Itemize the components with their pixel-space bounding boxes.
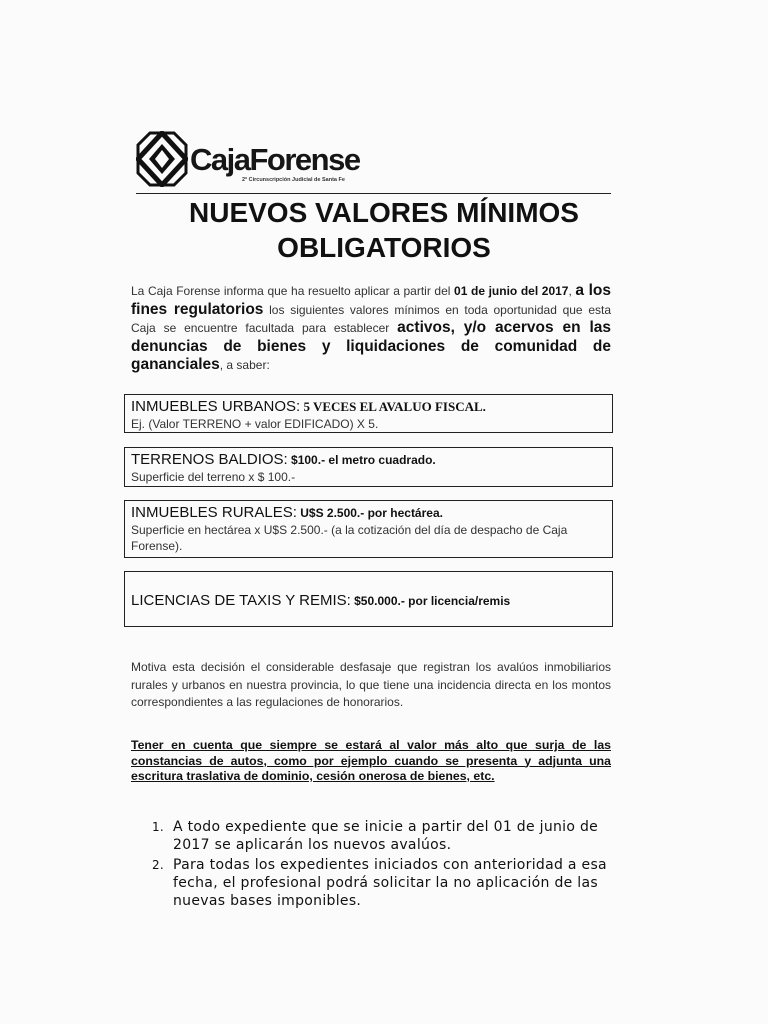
- logo-mark-icon: [136, 131, 188, 187]
- intro-text-3: los siguientes valores mínimos en toda oportunidad que esta Caja se encuentre facultada para establecer: [131, 302, 611, 335]
- box-heading: TERRENOS BALDIOS:: [131, 451, 288, 468]
- box-licencias-taxis: [124, 571, 613, 627]
- box-heading: LICENCIAS DE TAXIS Y REMIS:: [131, 592, 351, 609]
- list-item: [152, 856, 622, 910]
- important-note: Tener en cuenta que siempre se estará al valor más alto que surja de las constancias de autos, como por ejemplo cuando se presenta y adjunta una escritura traslativa de dominio, cesión onerosa de bienes, etc.: [131, 738, 611, 783]
- box-inmuebles-rurales: [124, 500, 613, 558]
- box-detail: Superficie del terreno x $ 100.-: [131, 470, 296, 484]
- intro-text-2: ,: [568, 284, 576, 298]
- intro-text-1: La Caja Forense informa que ha resuelto aplicar a partir del: [131, 284, 455, 298]
- box-detail: Ej. (Valor TERRENO + valor EDIFICADO) X 5.: [131, 417, 379, 431]
- box-heading: INMUEBLES URBANOS:: [131, 398, 301, 415]
- box-value: 5 VECES EL AVALUO FISCAL.: [300, 399, 486, 414]
- logo-name: CajaForense: [190, 142, 360, 177]
- page-title: [124, 195, 644, 265]
- motivation-paragraph: Motiva esta decisión el considerable desfasaje que registran los avalúos inmobiliarios rurales y urbanos en nuestra provincia, lo que tiene una incidencia directa en los montos correspondientes a las regulaciones de honorarios.: [131, 660, 611, 709]
- box-detail: Superficie en hectárea x U$S 2.500.- (a la cotización del día de despacho de Caja Forense).: [131, 523, 568, 553]
- box-heading: INMUEBLES RURALES:: [131, 504, 297, 521]
- caja-forense-logo: [136, 131, 376, 191]
- box-heading-line: [131, 398, 606, 416]
- intro-bold-2: activos, y/o acervos en las denuncias de bienes y liquidaciones de comunidad de gananciales: [131, 319, 611, 373]
- intro-bold-1: a los fines regulatorios: [131, 282, 611, 318]
- box-heading-line: [131, 504, 606, 522]
- title-line-2: OBLIGATORIOS: [277, 232, 491, 263]
- box-value: $50.000.- por licencia/remis: [350, 594, 511, 608]
- header-divider: [136, 193, 611, 194]
- list-item: [152, 818, 622, 854]
- list-number: 1.: [152, 820, 165, 834]
- list-text: A todo expediente que se inicie a partir del 01 de junio de 2017 se aplicarán los nuevos avalúos.: [173, 819, 599, 853]
- box-value: U$S 2.500.- por hectárea.: [296, 506, 443, 520]
- box-value: $100.- el metro cuadrado.: [287, 453, 436, 467]
- intro-paragraph: [131, 282, 611, 375]
- title-line-1: NUEVOS VALORES MÍNIMOS: [189, 197, 579, 228]
- intro-text-4: , a saber:: [219, 358, 270, 372]
- box-heading-line: [131, 592, 606, 610]
- box-heading-line: [131, 451, 606, 469]
- logo-subtitle: 2ª Circunscripción Judicial de Santa Fe: [242, 177, 345, 183]
- box-terrenos-baldios: [124, 447, 613, 487]
- box-inmuebles-urbanos: [124, 394, 613, 433]
- rules-list: [152, 818, 622, 912]
- intro-date: 01 de junio del 2017: [454, 284, 569, 298]
- list-number: 2.: [152, 858, 165, 872]
- list-text: Para todas los expedientes iniciados con anterioridad a esa fecha, el profesional podrá solicitar la no aplicación de las nuevas bases imponibles.: [173, 857, 607, 909]
